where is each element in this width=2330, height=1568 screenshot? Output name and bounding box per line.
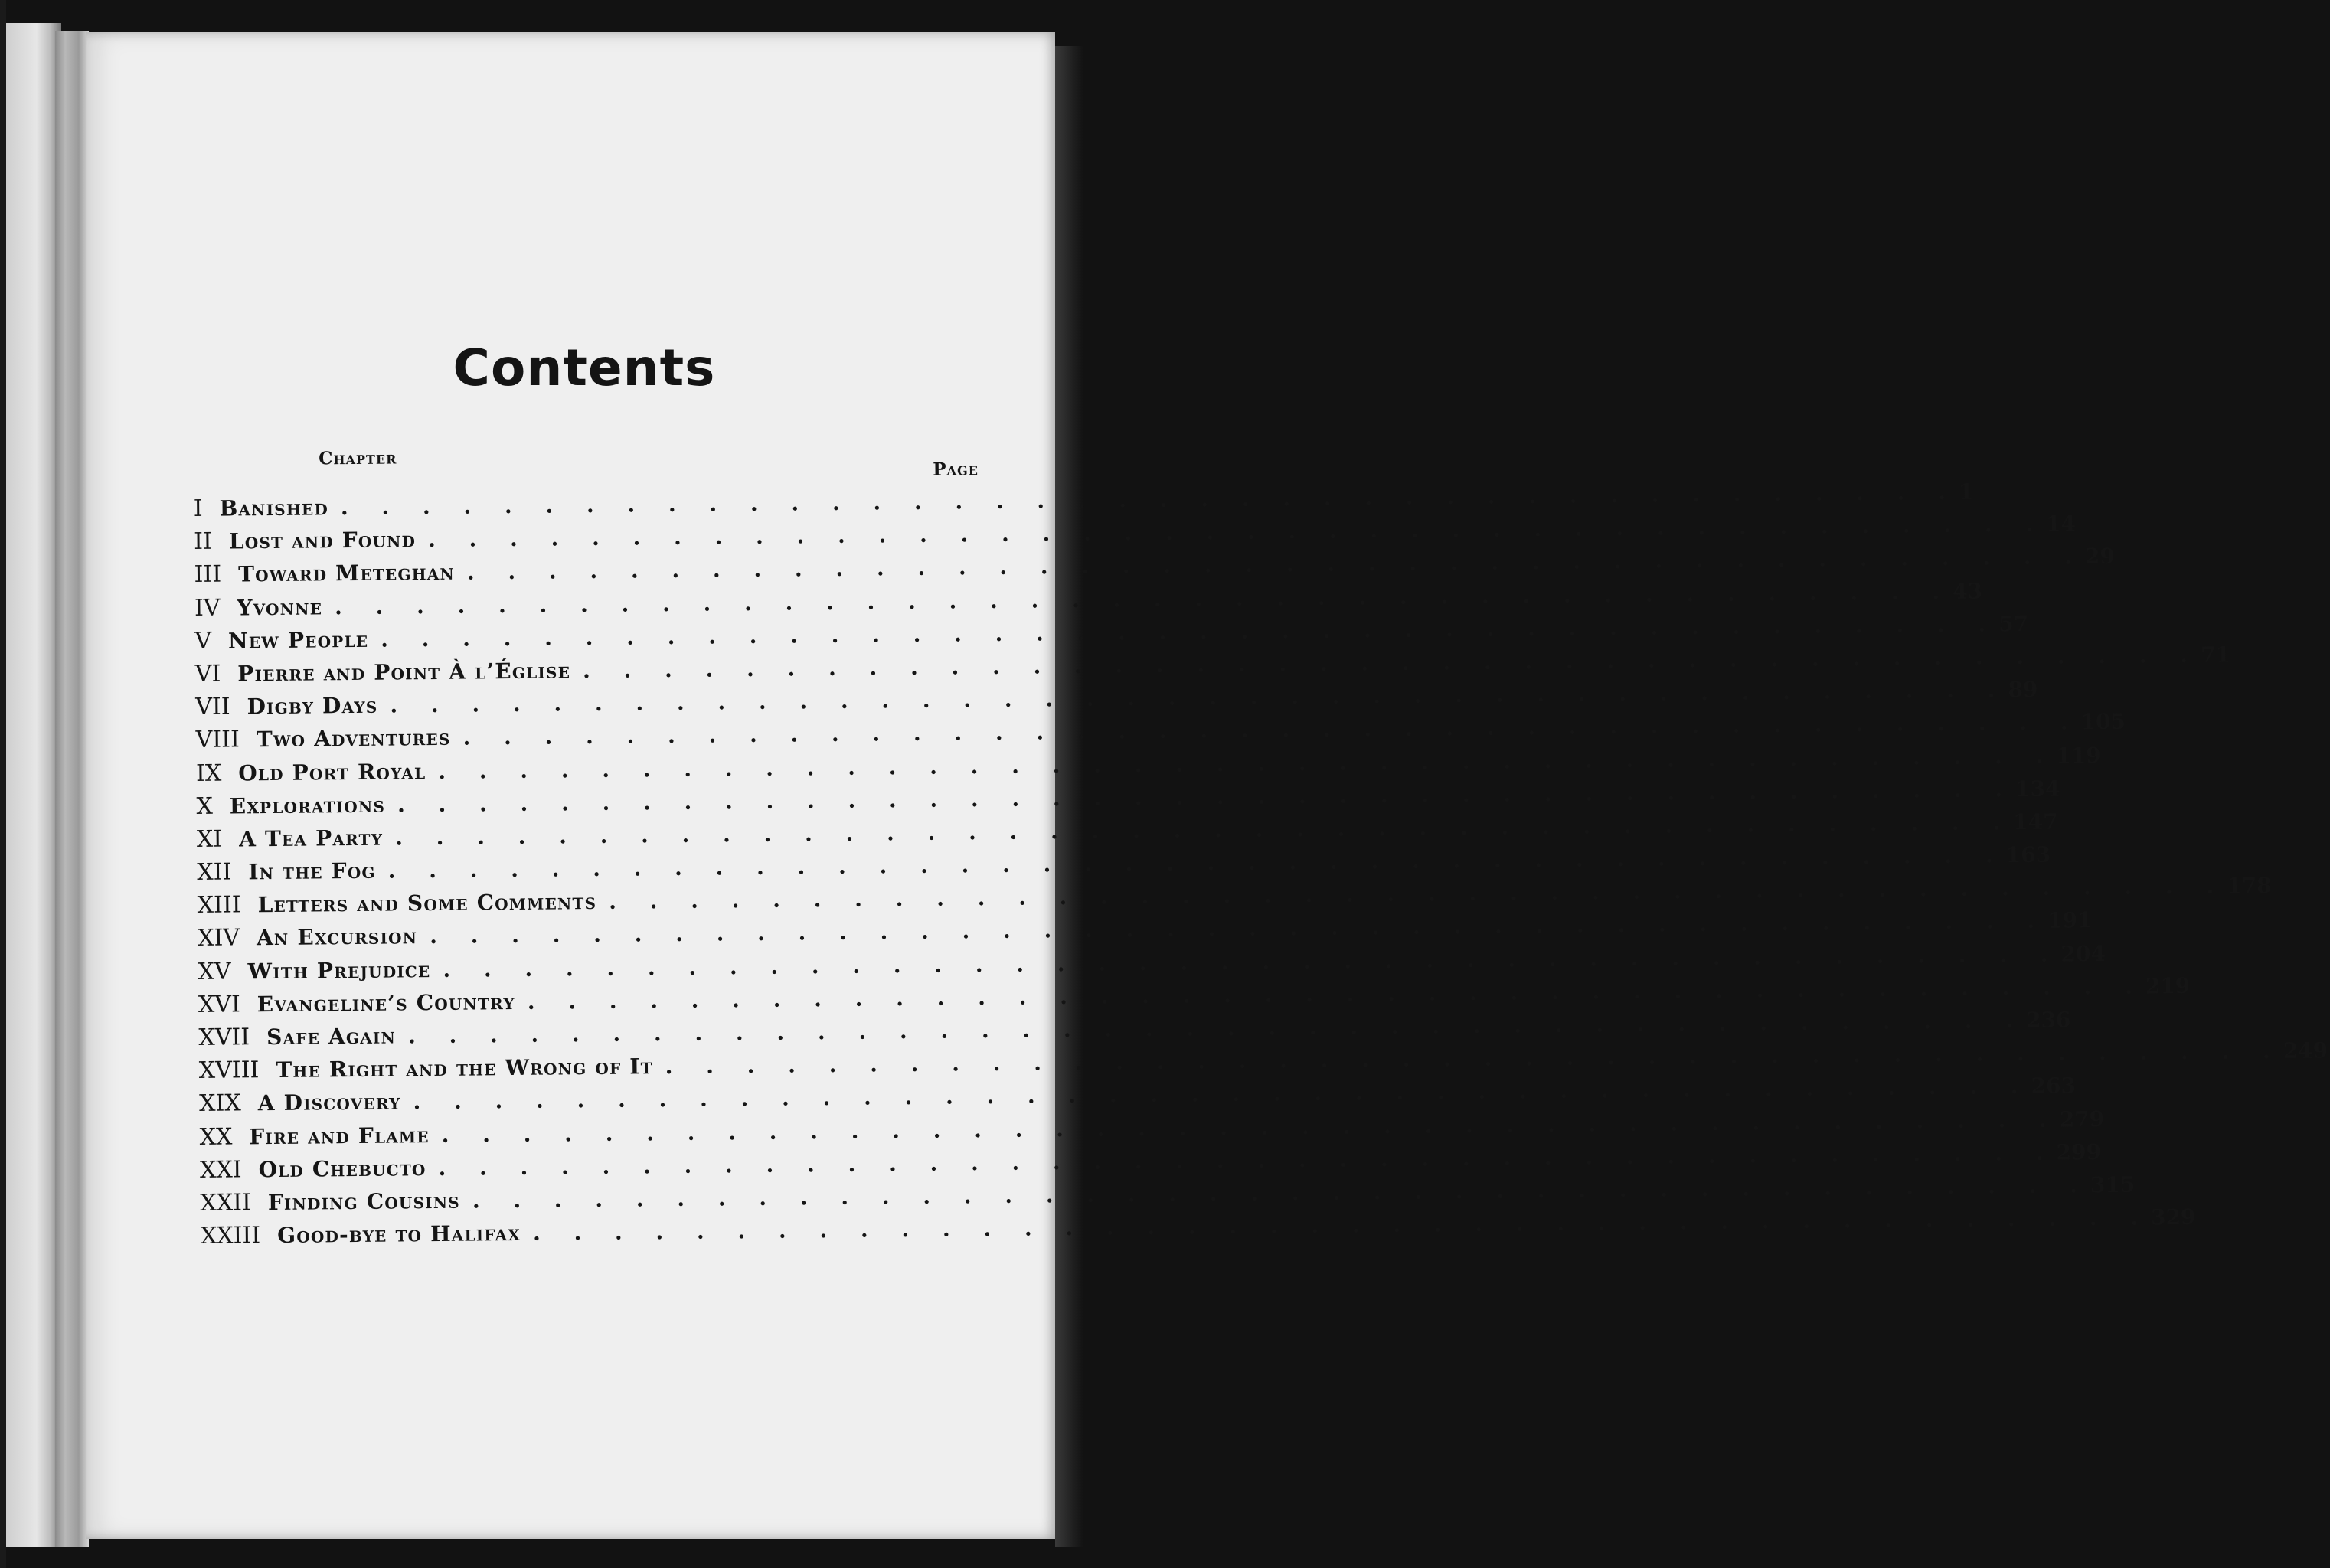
leader-dots: . . . . . . . . . . . . . . . . . . . . . . . . . . . . . . . . . . . . . . . . (407, 1008, 2027, 1049)
page-column-label: Page (933, 459, 979, 480)
leader-dots: . . . . . . . . . . . . . . . . . . . . . . . . . . . . . . . . . . . . . . . . (413, 1073, 2031, 1115)
page-number: 89 (2008, 677, 2038, 703)
previous-page-edge (6, 23, 61, 1547)
chapter-number: XIV (197, 924, 240, 952)
page-number: 14 (2045, 511, 2077, 537)
leader-dots: . . . . . . . . . . . . . . . . . . . . . . . . . . . . . . . . . . . . . . . . (390, 677, 2008, 718)
chapter-title: In the Fog (248, 858, 376, 885)
leader-dots: . . . . . . . . . . . . . . . . . . . . . . . . . . . . . . . . . . . . . . . . (387, 842, 2006, 884)
chapter-number: IV (194, 594, 221, 622)
leader-dots: . . . . . . . . . . . . . . . . . . . . . . . . . . . . . . . . . . . . . . . . (438, 1139, 2057, 1181)
chapter-title: Good-bye to Halifax (276, 1220, 521, 1249)
page-number: 279 (2059, 1106, 2105, 1132)
chapter-title: Toward Meteghan (237, 560, 456, 587)
page-title: Contents (453, 338, 716, 397)
chapter-number: XX (199, 1123, 233, 1151)
page-number: 236 (2025, 1007, 2071, 1034)
book-gutter (55, 31, 89, 1547)
chapter-number: I (193, 495, 203, 522)
leader-dots: . . . . . . . . . . . . . . . . . . . . . . . . . . . . . . . . . . . . . . . . (394, 809, 2014, 851)
leader-dots: . . . . . . . . . . . . . . . . . . . . . . . . . . . . . . . . . . . . . . . . (472, 1172, 2091, 1214)
chapter-title: Explorations (229, 792, 386, 819)
chapter-title: With Prejudice (247, 956, 431, 984)
chapter-number: XXII (200, 1189, 252, 1217)
page-number: 57 (1998, 610, 2029, 637)
page-number: 299 (2056, 1138, 2102, 1165)
leader-dots: . . . . . . . . . . . . . . . . . . . . . . . . . . . . . . . . . . . . . . . . (582, 642, 2201, 684)
chapter-title: Yvonne (237, 593, 323, 621)
leader-dots: . . . . . . . . . . . . . . . . . . . . . . . . . . . . . . . . . . . . . . . . (532, 1204, 2152, 1246)
leader-dots: . . . . . . . . . . . . . . . . . . . . . . . . . . . . . . . . . . . . . . . . (462, 709, 2081, 750)
scan-background (0, 0, 6, 1568)
book-page (86, 32, 2328, 1539)
chapter-number: II (193, 528, 213, 556)
page-number: 147 (2012, 808, 2058, 835)
chapter-title: Finding Cousins (267, 1187, 461, 1216)
chapter-title: Banished (219, 495, 329, 521)
chapter-number: XVIII (198, 1057, 260, 1085)
chapter-number: IX (195, 760, 222, 787)
chapter-title: Old Port Royal (238, 758, 426, 786)
leader-dots: . . . . . . . . . . . . . . . . . . . . . . . . . . . . . . . . . . . . . . . . (397, 776, 2016, 818)
chapter-title: Letters and Some Comments (257, 889, 597, 918)
page-number: 249 (2283, 1037, 2328, 1064)
leader-dots: . . . . . . . . . . . . . . . . . . . . . . . . . . . . . . . . . . . . . . . . (441, 1106, 2060, 1148)
chapter-title: An Excursion (256, 923, 418, 951)
chapter-number: XI (196, 825, 223, 853)
chapter-number: X (196, 792, 214, 820)
chapter-number: XXI (199, 1156, 242, 1184)
chapter-title: New People (227, 626, 369, 654)
chapter-title: Digby Days (247, 692, 378, 720)
chapter-title: Two Adventures (256, 725, 451, 753)
page-number: 43 (1952, 578, 1983, 604)
chapter-number: VII (195, 693, 230, 721)
leader-dots: . . . . . . . . . . . . . . . . . . . . . . . . . . . . . . . . . . . . . . . . (334, 578, 1953, 619)
leader-dots: . . . . . . . . . . . . . . . . . . . . . . . . . . . . . . . . . . . . . . . . (466, 544, 2086, 585)
page-number: 315 (2090, 1171, 2136, 1198)
page-number: 134 (2015, 776, 2060, 802)
chapter-title: A Tea Party (238, 825, 384, 852)
chapter-number: III (194, 561, 222, 589)
leader-dots: . . . . . . . . . . . . . . . . . . . . . . . . . . . . . . . . . . . . . . . . (381, 611, 1999, 652)
page-number: 119 (2056, 742, 2101, 769)
leader-dots: . . . . . . . . . . . . . . . . . . . . . . . . . . . . . . . . . . . . . . . . (438, 743, 2057, 784)
page-number: 105 (2080, 709, 2126, 735)
page-number: 263 (2031, 1073, 2077, 1099)
chapter-number: V (194, 627, 212, 655)
leader-dots: . . . . . . . . . . . . . . . . . . . . . . . . . . . . . . . . . . . . . . . . (665, 1038, 2283, 1080)
chapter-number: XVII (198, 1024, 250, 1051)
table-of-contents (193, 442, 2328, 1250)
leader-dots: . . . . . . . . . . . . . . . . . . . . . . . . . . . . . . . . . . . . . . . . (427, 511, 2047, 553)
chapter-number: XIX (199, 1089, 241, 1118)
page-number: 178 (2227, 873, 2272, 899)
chapter-number: VIII (195, 726, 240, 754)
page-number: 71 (2200, 642, 2231, 668)
chapter-title: A Discovery (257, 1089, 401, 1116)
chapter-number: XII (197, 858, 232, 887)
toc-entries (193, 479, 2328, 1256)
chapter-number: XXIII (200, 1222, 261, 1250)
page-number: 191 (2047, 907, 2093, 934)
page-number: 163 (2005, 841, 2051, 868)
chapter-title: Safe Again (266, 1023, 397, 1050)
chapter-number: XIII (197, 891, 241, 920)
toc-entry (200, 1204, 2196, 1256)
leader-dots: . . . . . . . . . . . . . . . . . . . . . . . . . . . . . . . . . . . . . . . . (443, 941, 2061, 982)
chapter-column-label: Chapter (318, 447, 397, 469)
chapter-title: Fire and Flame (249, 1122, 430, 1149)
chapter-title: The Right and the Wrong of It (276, 1054, 653, 1083)
chapter-title: Pierre and Point À l’Église (237, 658, 571, 687)
chapter-number: XVI (198, 991, 241, 1018)
leader-dots: . . . . . . . . . . . . . . . . . . . . . . . . . . . . . . . . . . . . . . . . (527, 973, 2145, 1014)
chapter-title: Old Chebucto (258, 1155, 426, 1182)
page-number: 219 (2145, 972, 2191, 999)
page-number: 329 (2150, 1204, 2196, 1230)
page-number: 29 (2084, 544, 2116, 570)
chapter-title: Lost and Found (228, 527, 417, 554)
leader-dots: . . . . . . . . . . . . . . . . . . . . . . . . . . . . . . . . . . . . . . . . (429, 908, 2048, 949)
page-number: 1 (1958, 479, 1974, 505)
leader-dots: . . . . . . . . . . . . . . . . . . . . . . . . . . . . . . . . . . . . . . . . (340, 479, 1959, 521)
chapter-number: VI (194, 660, 221, 688)
chapter-title: Evangeline’s Country (257, 988, 515, 1018)
chapter-number: XV (198, 958, 231, 985)
page-number: 204 (2060, 940, 2106, 967)
leader-dots: . . . . . . . . . . . . . . . . . . . . . . . . . . . . . . . . . . . . . . . . (609, 873, 2227, 915)
